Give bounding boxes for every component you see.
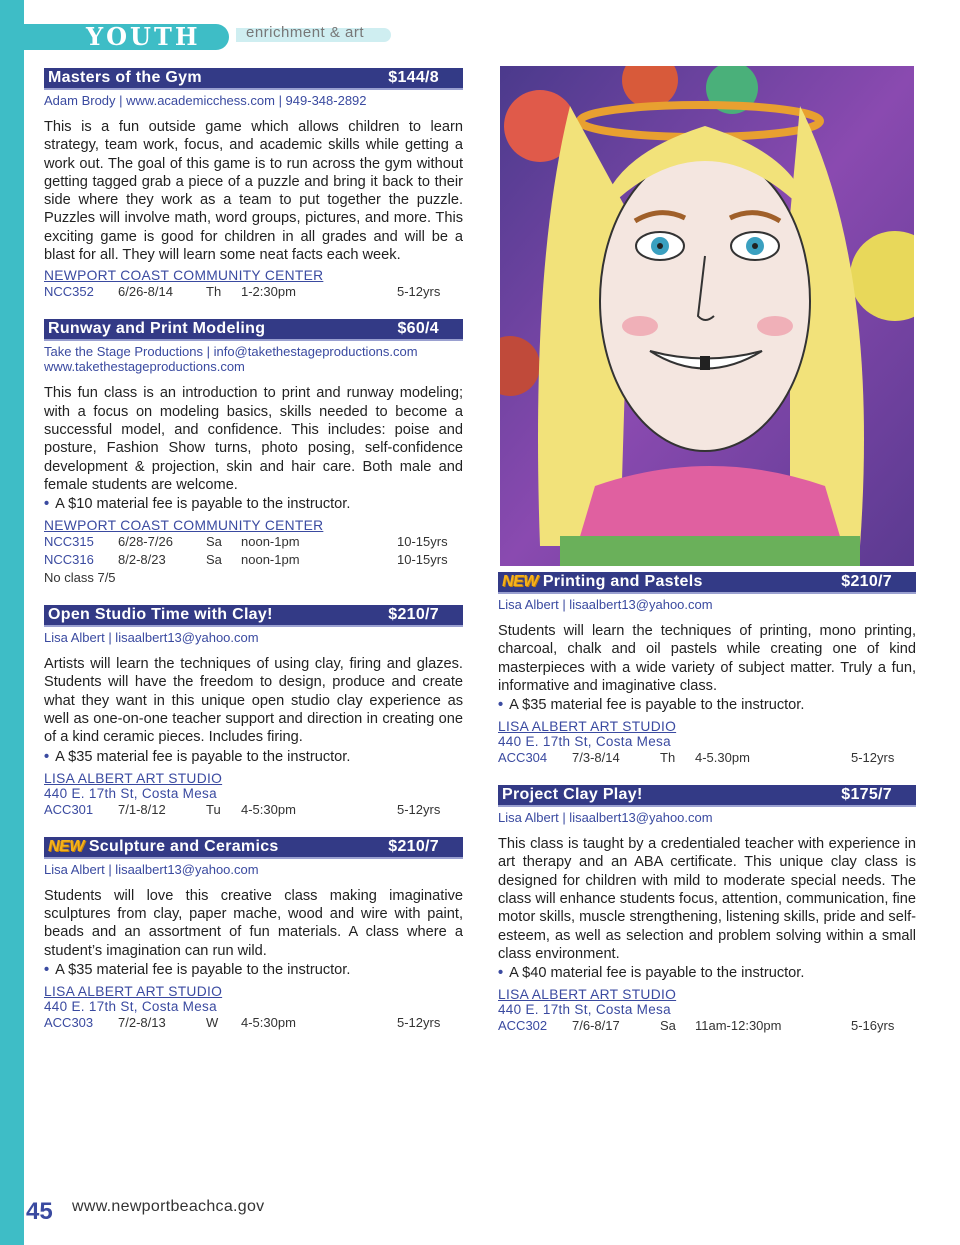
course-title-group [502, 786, 643, 804]
course-code[interactable]: ACC301 [44, 801, 94, 817]
course-day: Th [206, 284, 222, 300]
left-column [44, 68, 463, 1050]
schedule-row [44, 533, 463, 551]
course-price: $144/8 [388, 69, 439, 86]
instructor-contact[interactable]: Lisa Albert | lisaalbert13@yahoo.com [498, 597, 713, 612]
new-badge: NEW [502, 573, 538, 590]
course-title: Masters of the Gym [48, 69, 202, 86]
material-fee-text: A $35 material fee is payable to the instructor. [509, 697, 805, 714]
instructor-contact[interactable]: Lisa Albert | lisaalbert13@yahoo.com [44, 861, 259, 877]
new-badge: NEW [48, 837, 84, 855]
schedule-row [44, 1014, 463, 1032]
course-dates: 6/28-7/26 [118, 534, 173, 550]
bullet-icon: • [498, 965, 504, 982]
course-code[interactable]: NCC352 [44, 284, 94, 300]
course-day: W [206, 1014, 219, 1030]
course-day: Sa [206, 552, 222, 568]
course-location[interactable]: NEWPORT COAST COMMUNITY CENTER [44, 268, 324, 284]
course-title-group [48, 69, 202, 87]
course-listing [498, 785, 916, 1035]
course-price: $210/7 [388, 606, 439, 624]
course-header [498, 572, 916, 594]
course-age: 10-15yrs [397, 552, 448, 568]
instructor-contact[interactable]: Adam Brody | www.academicchess.com | 949-348-2892 [44, 93, 367, 108]
material-fee-text: A $35 material fee is payable to the instructor. [55, 748, 351, 765]
course-time: noon-1pm [241, 534, 300, 550]
course-description: This fun class is an introduction to print and runway modeling; with a focus on modeling basics, skills needed to become a successful model, and confidence. This includes: poise and posture, Fashion Show turns, photo posing, self-confidence development & projection, skin and hair care. Both male and female students are welcome. [44, 385, 463, 493]
schedule-row [44, 801, 463, 819]
course-age: 5-12yrs [397, 284, 441, 300]
course-day: Th [660, 750, 676, 766]
schedule-row [44, 551, 463, 569]
bullet-icon: • [44, 496, 50, 513]
material-fee [44, 748, 463, 767]
instructor-contact[interactable]: Lisa Albert | lisaalbert13@yahoo.com [498, 810, 713, 826]
course-location[interactable]: LISA ALBERT ART STUDIO [44, 770, 223, 786]
schedule-row [498, 1017, 916, 1035]
course-time: 4-5:30pm [241, 801, 296, 817]
instructor-contact[interactable]: Take the Stage Productions | info@takethestageproductions.com [44, 344, 418, 360]
material-fee-text: A $40 material fee is payable to the instructor. [509, 965, 805, 982]
schedule-note: No class 7/5 [44, 570, 116, 586]
course-address: 440 E. 17th St, Costa Mesa [44, 785, 217, 801]
course-dates: 8/2-8/23 [118, 552, 166, 568]
course-location[interactable]: NEWPORT COAST COMMUNITY CENTER [44, 518, 324, 534]
side-accent-bar [0, 0, 24, 1245]
course-listing [44, 68, 463, 301]
course-description: Students will learn the techniques of printing, mono printing, charcoal, chalk and oil pastels while creating one of kind masterpieces with a wide variety of subject matter. Truly a fun, informative and imaginative class. [498, 623, 916, 694]
course-code[interactable]: NCC315 [44, 534, 94, 550]
course-title: Sculpture and Ceramics [88, 837, 279, 855]
material-fee [44, 495, 463, 514]
course-dates: 7/1-8/12 [118, 801, 166, 817]
course-description: This is a fun outside game which allows children to learn strategy, team work, focus, and academic skills while getting a work out. The goal of this game is to run across the gym without getting tagged grab a piece of a puzzle and bring it back to their side where they work as a team to put together the puzzle. Puzzles will involve math, word groups, pictures, and more. This exciting game is good for children in all grades and will be a blast for all. They will learn some neat facts each week. [44, 119, 463, 264]
course-dates: 7/3-8/14 [572, 750, 620, 766]
course-address: 440 E. 17th St, Costa Mesa [44, 998, 217, 1014]
course-day: Tu [206, 801, 221, 817]
course-time: 4-5:30pm [241, 1014, 296, 1030]
course-title: Runway and Print Modeling [48, 320, 266, 338]
course-price: $210/7 [388, 837, 439, 855]
course-day: Sa [660, 1018, 676, 1034]
course-title-group [48, 320, 265, 338]
course-dates: 7/2-8/13 [118, 1014, 166, 1030]
course-title-group [502, 573, 703, 591]
course-price: $210/7 [841, 573, 892, 590]
course-age: 5-12yrs [851, 750, 895, 766]
subsection-title: enrichment & art [246, 24, 365, 41]
right-column [498, 572, 916, 1053]
course-title: Printing and Pastels [542, 573, 703, 590]
material-fee [498, 696, 916, 715]
course-address: 440 E. 17th St, Costa Mesa [498, 1002, 671, 1018]
page-number: 45 [26, 1198, 53, 1225]
bullet-icon: • [498, 697, 504, 714]
course-dates: 6/26-8/14 [118, 284, 173, 300]
course-age: 5-12yrs [397, 1014, 441, 1030]
course-address: 440 E. 17th St, Costa Mesa [498, 734, 671, 750]
course-description: This class is taught by a credentialed teacher with experience in art therapy and an ABA certificate. This unique clay class is designed for children with mild to moderate special needs. The class will enhance students focus, attention, communication, fine motor skills, muscle strengthening, listening skills, pride and self-esteem, as well as selection and problem solving within a small class environment. [498, 836, 916, 962]
course-day: Sa [206, 534, 222, 550]
course-description: Students will love this creative class making imaginative sculptures from clay, paper mache, wood and wire with paint, beads and an assortment of fun materials. A class where a student’s imagination can run wild. [44, 887, 463, 959]
course-age: 5-12yrs [397, 801, 441, 817]
course-location[interactable]: LISA ALBERT ART STUDIO [498, 987, 677, 1003]
course-price: $175/7 [841, 786, 892, 804]
bullet-icon: • [44, 961, 50, 978]
material-fee-text: A $10 material fee is payable to the instructor. [55, 496, 351, 513]
course-listing [44, 319, 463, 587]
course-time: 4-5.30pm [695, 750, 750, 766]
course-dates: 7/6-8/17 [572, 1018, 620, 1034]
course-header [44, 837, 463, 859]
instructor-contact[interactable]: Lisa Albert | lisaalbert13@yahoo.com [44, 630, 259, 646]
course-title-group [48, 606, 273, 624]
course-header [498, 785, 916, 807]
course-header [44, 605, 463, 627]
course-title: Open Studio Time with Clay! [48, 606, 273, 624]
course-location[interactable]: LISA ALBERT ART STUDIO [44, 983, 223, 999]
course-time: noon-1pm [241, 552, 300, 568]
schedule-row [498, 749, 916, 767]
course-listing [44, 605, 463, 818]
course-time: 1-2:30pm [241, 284, 296, 300]
schedule-row [44, 283, 463, 301]
bullet-icon: • [44, 748, 50, 765]
section-title: YOUTH [86, 22, 201, 51]
material-fee [498, 964, 916, 983]
course-listing [498, 572, 916, 767]
course-code[interactable]: ACC303 [44, 1014, 94, 1030]
course-age: 10-15yrs [397, 534, 448, 550]
course-code[interactable]: ACC304 [498, 750, 548, 766]
course-description: Artists will learn the techniques of using clay, firing and glazes. Students will have the freedom to design, produce and create what they want in this unique open studio clay experience as well as one-on-one teacher support and direction in creating one of a kind ceramic pieces. Includes firing. [44, 656, 463, 746]
course-price: $60/4 [397, 320, 439, 338]
course-age: 5-16yrs [851, 1018, 895, 1034]
material-fee [44, 961, 463, 980]
instructor-website[interactable]: www.takethestageproductions.com [44, 359, 245, 375]
course-location[interactable]: LISA ALBERT ART STUDIO [498, 719, 677, 735]
course-time: 11am-12:30pm [695, 1018, 782, 1034]
material-fee-text: A $35 material fee is payable to the instructor. [55, 961, 351, 978]
course-header [44, 319, 463, 341]
course-header [44, 68, 463, 90]
course-listing [44, 837, 463, 1032]
course-title: Project Clay Play! [502, 786, 643, 804]
footer-url[interactable]: www.newportbeachca.gov [72, 1198, 265, 1215]
course-code[interactable]: NCC316 [44, 552, 94, 568]
course-title-group [48, 838, 279, 856]
child-portrait-artwork [498, 64, 916, 568]
course-code[interactable]: ACC302 [498, 1018, 548, 1034]
